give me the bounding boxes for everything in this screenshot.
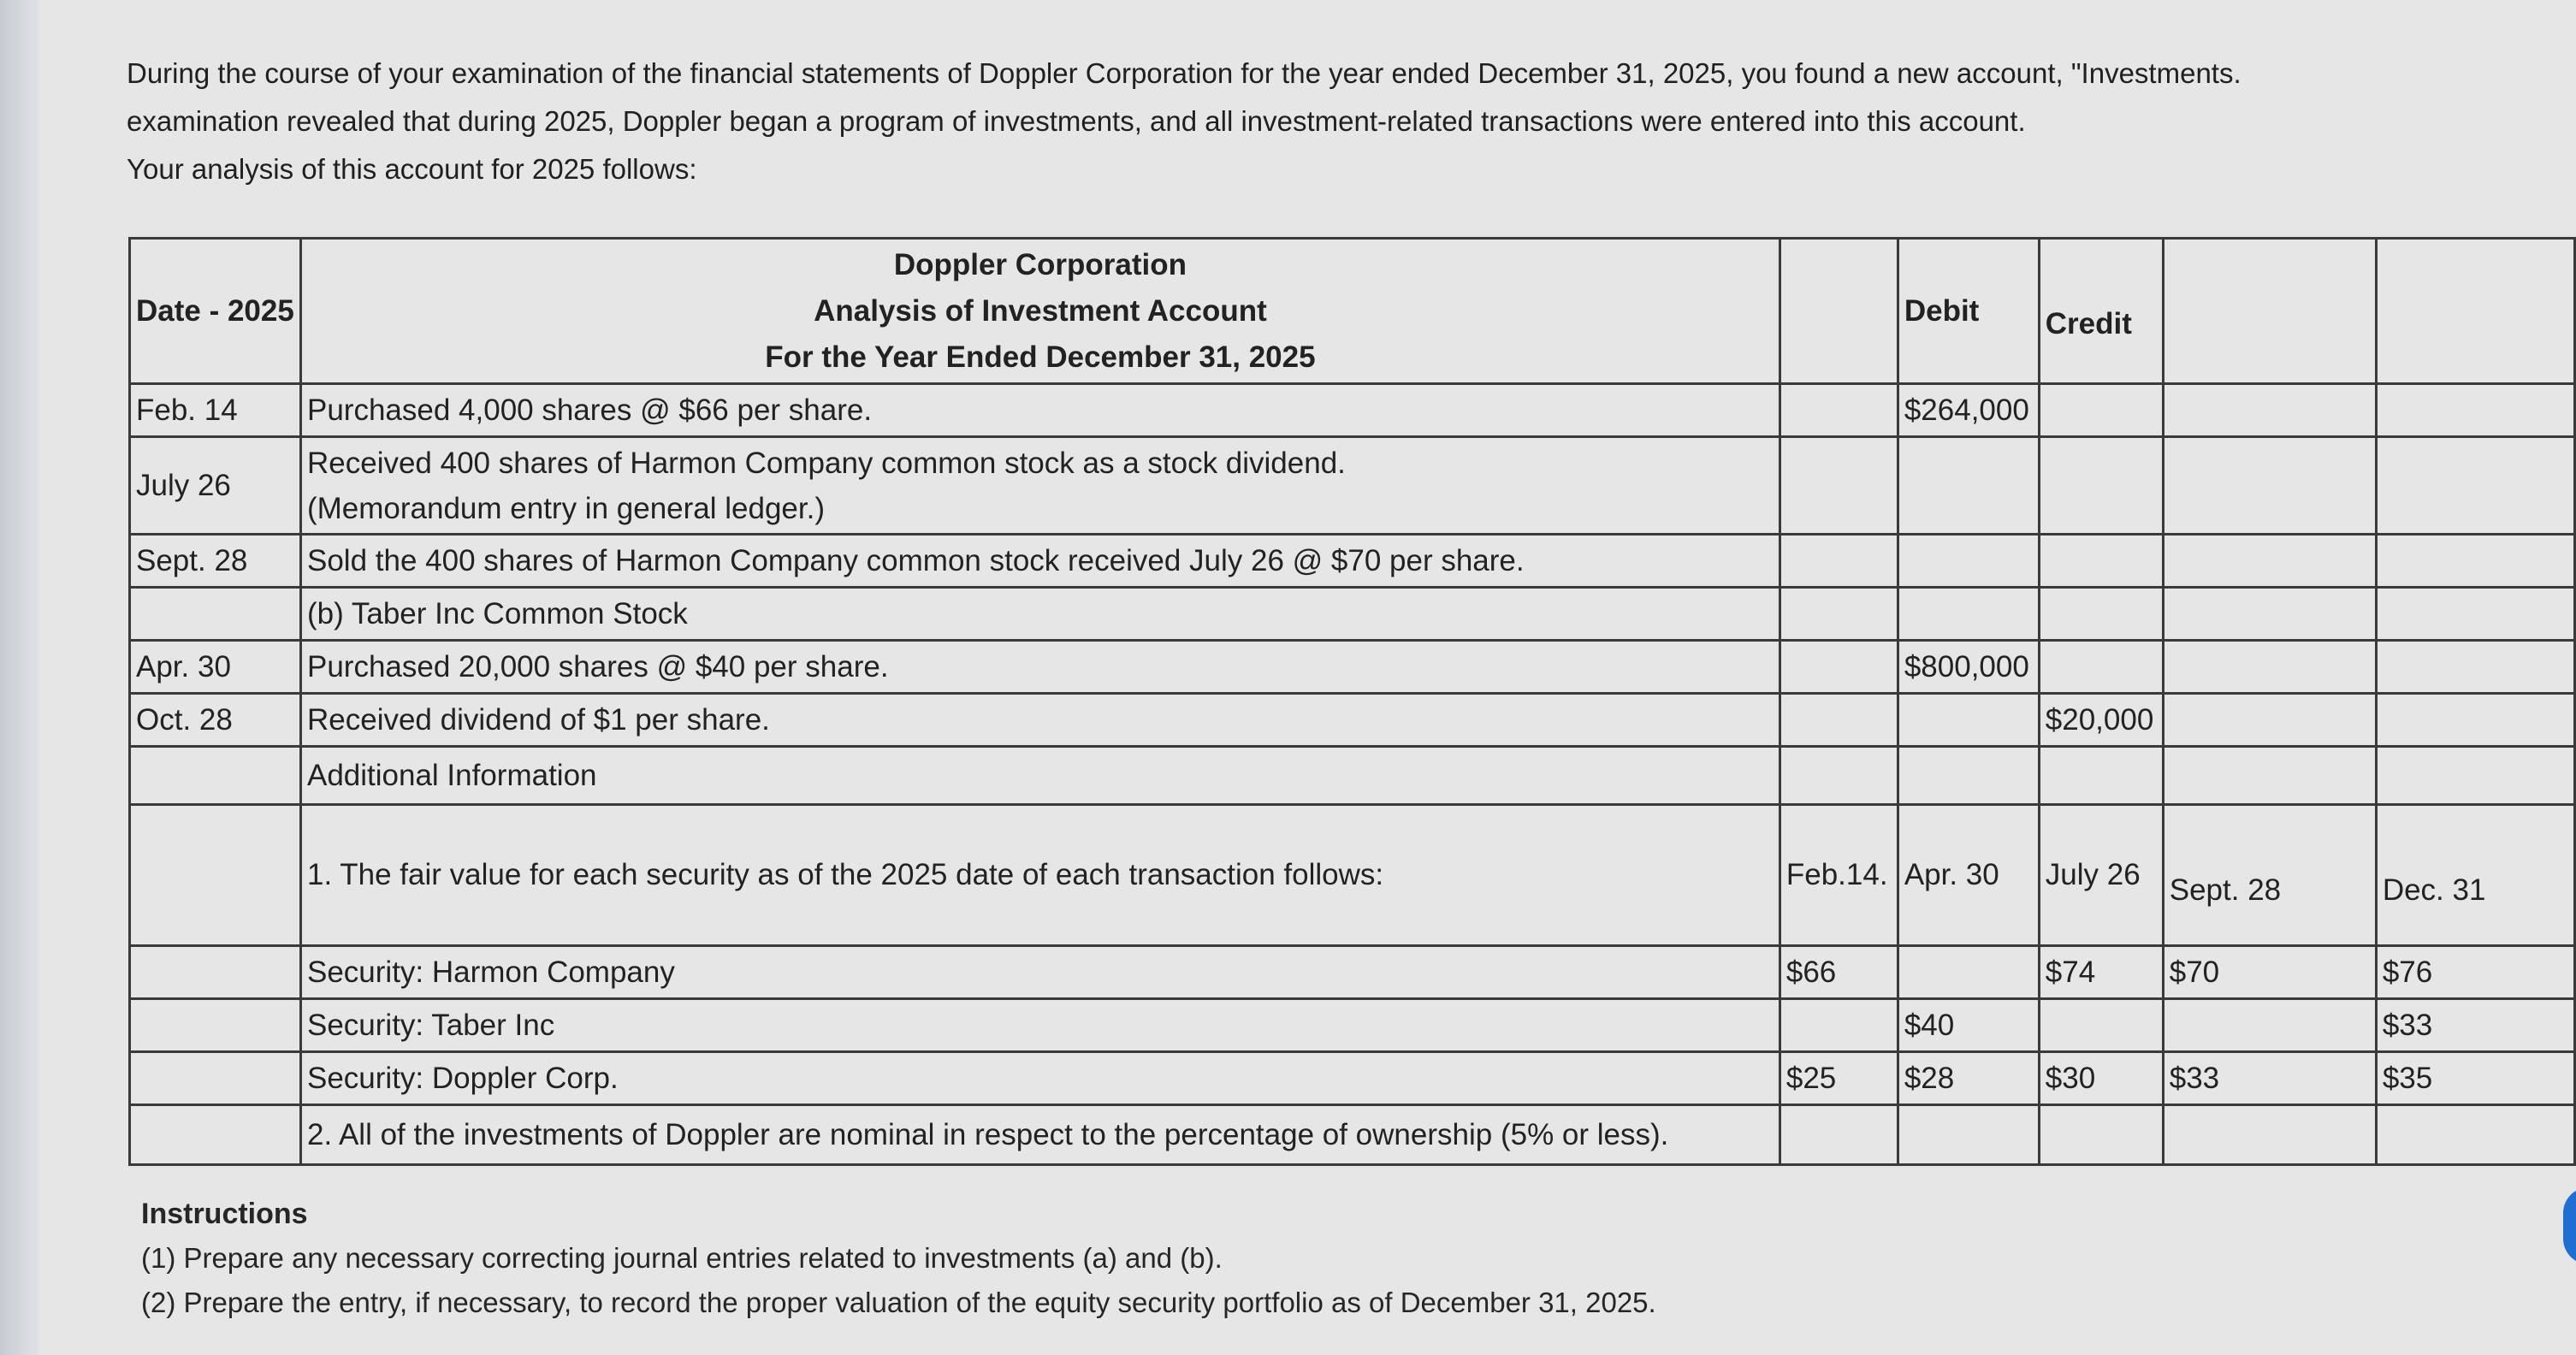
date-column-header: Date - 2025 xyxy=(130,239,301,384)
security-name: Security: Taber Inc xyxy=(300,999,1780,1052)
row-debit xyxy=(1898,535,2039,588)
table-row xyxy=(130,437,2575,535)
row-empty-cell xyxy=(2163,437,2376,535)
problem-intro xyxy=(127,50,2576,193)
table-row xyxy=(130,588,2575,641)
row-debit: $264,000 xyxy=(1898,384,2039,437)
fv-value: $30 xyxy=(2039,1052,2163,1105)
instruction-item-2: (2) Prepare the entry, if necessary, to record the proper valuation of the equity security portfolio as of December 31, 2025. xyxy=(141,1287,1656,1318)
intro-line-1: During the course of your examination of the financial statements of Doppler Corporation for the year ended December 31, 2025, you found a new account, "Investments. xyxy=(127,57,2241,89)
fv-value: $70 xyxy=(2163,946,2376,999)
table-row xyxy=(130,384,2575,437)
row-description: Purchased 4,000 shares @ $66 per share. xyxy=(300,384,1780,437)
instructions-heading: Instructions xyxy=(141,1198,308,1230)
description-line: Received 400 shares of Harmon Company common stock as a stock dividend. xyxy=(306,446,1346,480)
row-empty-cell xyxy=(130,946,301,999)
section-heading-taber: (b) Taber Inc Common Stock xyxy=(300,588,1780,641)
row-empty-cell xyxy=(2376,641,2574,694)
row-empty-cell xyxy=(2376,384,2574,437)
fv-value xyxy=(1898,946,2039,999)
fv-value: $33 xyxy=(2376,999,2574,1052)
fv-date-feb14: Feb.14. xyxy=(1780,805,1898,946)
row-date: Sept. 28 xyxy=(130,535,301,588)
row-credit: $20,000 xyxy=(2039,694,2163,747)
fair-value-header-row xyxy=(130,805,2575,946)
row-empty-cell xyxy=(2039,1105,2163,1165)
page-left-edge xyxy=(0,0,38,1355)
title-period: For the Year Ended December 31, 2025 xyxy=(765,340,1316,374)
fv-date-july26: July 26 xyxy=(2039,805,2163,946)
fv-value: $33 xyxy=(2163,1052,2376,1105)
intro-line-2: examination revealed that during 2025, Doppler began a program of investments, and all investment-related transactions were entered into this account. xyxy=(127,105,2026,137)
row-description: Purchased 20,000 shares @ $40 per share. xyxy=(300,641,1780,694)
fv-value: $40 xyxy=(1898,999,2039,1052)
row-empty-cell xyxy=(2376,437,2574,535)
table-title xyxy=(300,239,1780,384)
security-row-harmon xyxy=(130,946,2575,999)
table-row xyxy=(130,641,2575,694)
row-empty-cell xyxy=(1780,384,1898,437)
row-empty-cell xyxy=(2039,747,2163,805)
instruction-item-1: (1) Prepare any necessary correcting journal entries related to investments (a) and (b). xyxy=(141,1242,1223,1274)
row-empty-cell xyxy=(2163,588,2376,641)
fv-value xyxy=(2039,999,2163,1052)
fv-value: $28 xyxy=(1898,1052,2039,1105)
row-credit xyxy=(2039,384,2163,437)
title-company: Doppler Corporation xyxy=(893,247,1187,281)
row-date: Oct. 28 xyxy=(130,694,301,747)
row-empty-cell xyxy=(130,805,301,946)
debit-column-header: Debit xyxy=(1898,239,2039,384)
fv-value xyxy=(2163,999,2376,1052)
table-row xyxy=(130,694,2575,747)
row-empty-cell xyxy=(130,747,301,805)
row-credit xyxy=(2039,588,2163,641)
instructions-block xyxy=(141,1192,1656,1325)
row-empty-cell xyxy=(1780,694,1898,747)
note-row xyxy=(130,1105,2575,1165)
row-credit xyxy=(2039,437,2163,535)
row-description xyxy=(300,437,1780,535)
header-empty-cell xyxy=(2376,239,2574,384)
row-empty-cell xyxy=(130,1105,301,1165)
row-empty-cell xyxy=(130,1052,301,1105)
row-empty-cell xyxy=(1780,1105,1898,1165)
row-empty-cell xyxy=(2163,384,2376,437)
intro-line-3: Your analysis of this account for 2025 follows: xyxy=(127,153,697,185)
row-date: Apr. 30 xyxy=(130,641,301,694)
row-debit xyxy=(1898,437,2039,535)
fv-value: $25 xyxy=(1780,1052,1898,1105)
row-empty-cell xyxy=(1780,535,1898,588)
row-empty-cell xyxy=(2376,535,2574,588)
row-debit: $800,000 xyxy=(1898,641,2039,694)
credit-column-header: Credit xyxy=(2039,239,2163,384)
title-analysis: Analysis of Investment Account xyxy=(814,293,1267,328)
row-debit xyxy=(1898,588,2039,641)
row-empty-cell xyxy=(1780,641,1898,694)
investment-analysis-table xyxy=(128,237,2576,1166)
ownership-note: 2. All of the investments of Doppler are nominal in respect to the percentage of ownership (5% or less). xyxy=(300,1105,1780,1165)
fv-value: $66 xyxy=(1780,946,1898,999)
fv-date-sept28: Sept. 28 xyxy=(2163,805,2376,946)
fv-value: $76 xyxy=(2376,946,2574,999)
row-date xyxy=(130,588,301,641)
row-empty-cell xyxy=(1898,747,2039,805)
fv-date-apr30: Apr. 30 xyxy=(1898,805,2039,946)
row-empty-cell xyxy=(2376,1105,2574,1165)
row-empty-cell xyxy=(2163,535,2376,588)
fv-date-dec31: Dec. 31 xyxy=(2376,805,2574,946)
security-row-doppler xyxy=(130,1052,2575,1105)
security-name: Security: Doppler Corp. xyxy=(300,1052,1780,1105)
header-empty-cell xyxy=(2163,239,2376,384)
row-empty-cell xyxy=(2163,694,2376,747)
row-empty-cell xyxy=(1780,747,1898,805)
row-empty-cell xyxy=(130,999,301,1052)
row-empty-cell xyxy=(2163,1105,2376,1165)
row-date: Feb. 14 xyxy=(130,384,301,437)
row-credit xyxy=(2039,535,2163,588)
row-date: July 26 xyxy=(130,437,301,535)
row-empty-cell xyxy=(2163,641,2376,694)
row-empty-cell xyxy=(1780,588,1898,641)
description-line: (Memorandum entry in general ledger.) xyxy=(306,491,825,525)
row-description: Sold the 400 shares of Harmon Company common stock received July 26 @ $70 per share. xyxy=(300,535,1780,588)
additional-info-heading: Additional Information xyxy=(300,747,1780,805)
fv-value: $35 xyxy=(2376,1052,2574,1105)
table-row xyxy=(130,535,2575,588)
row-empty-cell xyxy=(1898,1105,2039,1165)
fv-value: $74 xyxy=(2039,946,2163,999)
table-row xyxy=(130,747,2575,805)
fv-value xyxy=(1780,999,1898,1052)
row-empty-cell xyxy=(1780,437,1898,535)
row-credit xyxy=(2039,641,2163,694)
header-empty-cell xyxy=(1780,239,1898,384)
security-row-taber xyxy=(130,999,2575,1052)
row-description: Received dividend of $1 per share. xyxy=(300,694,1780,747)
row-debit xyxy=(1898,694,2039,747)
table-header-row xyxy=(130,239,2575,384)
row-empty-cell xyxy=(2376,694,2574,747)
row-empty-cell xyxy=(2376,747,2574,805)
row-empty-cell xyxy=(2163,747,2376,805)
row-empty-cell xyxy=(2376,588,2574,641)
fair-value-intro: 1. The fair value for each security as of the 2025 date of each transaction follows: xyxy=(300,805,1780,946)
security-name: Security: Harmon Company xyxy=(300,946,1780,999)
